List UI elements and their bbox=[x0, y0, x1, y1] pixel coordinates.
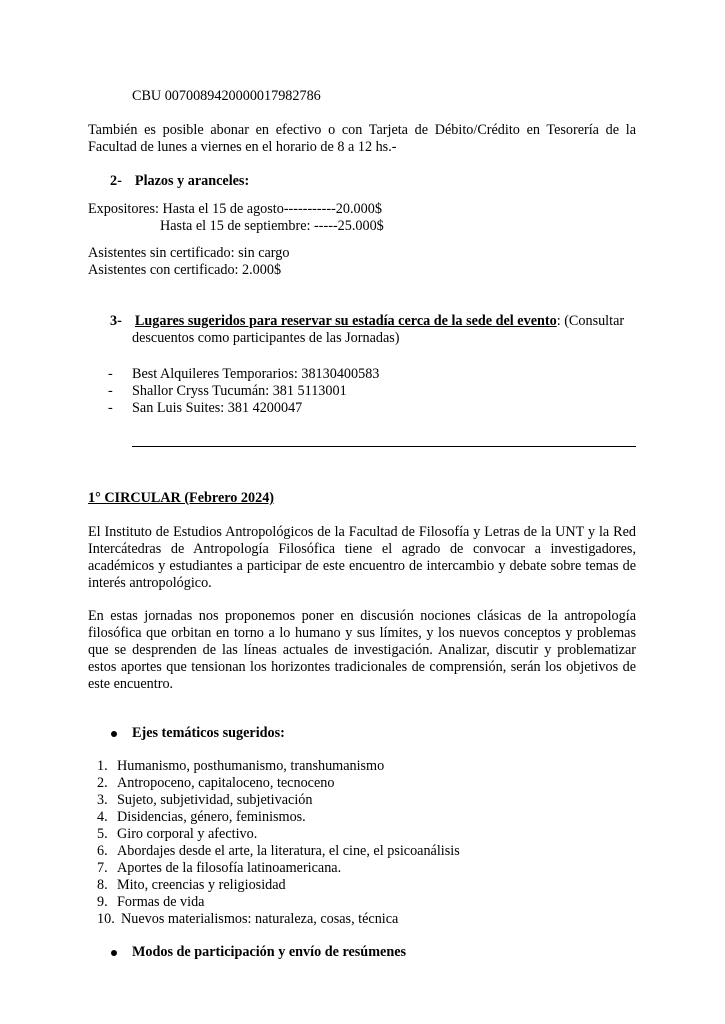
section-divider bbox=[132, 446, 636, 447]
list-item: 7. Aportes de la filosofía latinoamericana. bbox=[97, 860, 342, 876]
cbu-number: CBU 0070089420000017982786 bbox=[132, 88, 321, 104]
attendee-fee-2: Asistentes con certificado: 2.000$ bbox=[88, 262, 282, 278]
section-3-note-continued: descuentos como participantes de las Jornadas) bbox=[132, 330, 400, 346]
section-3-title: Lugares sugeridos para reservar su estadía cerca de la sede del evento bbox=[134, 313, 557, 329]
list-item: 10. Nuevos materialismos: naturaleza, cosas, técnica bbox=[97, 911, 399, 927]
list-item: 6. Abordajes desde el arte, la literatura, el cine, el psicoanálisis bbox=[97, 843, 460, 859]
section-3-number: 3- bbox=[110, 313, 122, 329]
section-3-note: : (Consultar bbox=[556, 313, 625, 329]
lodging-item: Best Alquileres Temporarios: 38130400583 bbox=[132, 366, 380, 382]
list-item: 9. Formas de vida bbox=[97, 894, 205, 910]
bullet-icon bbox=[111, 950, 117, 956]
circular-paragraph-2: En estas jornadas nos proponemos poner en discusión nociones clásicas de la antropología filosófica que orbitan en torno a lo humano y sus límites, y los nuevos conceptos y problemas que se desprenden de las líneas actuales de investigación. Analizar, discutir y problematizar estos aportes que tensionan los horizontes tradicionales de comprensión, serán los objetivos de este encuentro. bbox=[88, 608, 636, 692]
list-item: 2. Antropoceno, capitaloceno, tecnoceno bbox=[97, 775, 335, 791]
fee-line-2: Hasta el 15 de septiembre: -----25.000$ bbox=[160, 218, 384, 234]
list-item: 3. Sujeto, subjetividad, subjetivación bbox=[97, 792, 313, 808]
list-item: 8. Mito, creencias y religiosidad bbox=[97, 877, 286, 893]
expositores-label: Expositores: bbox=[88, 201, 159, 217]
circular-title: 1° CIRCULAR (Febrero 2024) bbox=[88, 490, 275, 506]
fee-line-1: Hasta el 15 de agosto-----------20.000$ bbox=[162, 201, 382, 217]
section-2-title: Plazos y aranceles: bbox=[134, 173, 250, 189]
fee-block bbox=[88, 201, 382, 218]
bullet-icon bbox=[111, 731, 117, 737]
section-2-number: 2- bbox=[110, 173, 122, 189]
list-item: 4. Disidencias, género, feminismos. bbox=[97, 809, 306, 825]
section-3-heading bbox=[110, 313, 638, 330]
list-dash: - bbox=[108, 400, 113, 416]
section-2-heading bbox=[110, 173, 249, 190]
ejes-title: Ejes temáticos sugeridos: bbox=[132, 725, 285, 741]
list-dash: - bbox=[108, 366, 113, 382]
attendee-fee-1: Asistentes sin certificado: sin cargo bbox=[88, 245, 290, 261]
payment-note: También es posible abonar en efectivo o con Tarjeta de Débito/Crédito en Tesorería de la Facultad de lunes a viernes en el horario de 8 a 12 hs.- bbox=[88, 122, 636, 155]
list-item: 1. Humanismo, posthumanismo, transhumanismo bbox=[97, 758, 385, 774]
lodging-item: Shallor Cryss Tucumán: 381 5113001 bbox=[132, 383, 347, 399]
modos-title: Modos de participación y envío de resúmenes bbox=[132, 944, 407, 960]
lodging-item: San Luis Suites: 381 4200047 bbox=[132, 400, 303, 416]
list-dash: - bbox=[108, 383, 113, 399]
list-item: 5. Giro corporal y afectivo. bbox=[97, 826, 258, 842]
circular-paragraph-1: El Instituto de Estudios Antropológicos de la Facultad de Filosofía y Letras de la UNT y la Red Intercátedras de Antropología Filosófica tiene el agrado de convocar a investigadores, académicos y estudiantes a participar de este encuentro de intercambio y debate sobre temas de interés antropológico. bbox=[88, 524, 636, 591]
